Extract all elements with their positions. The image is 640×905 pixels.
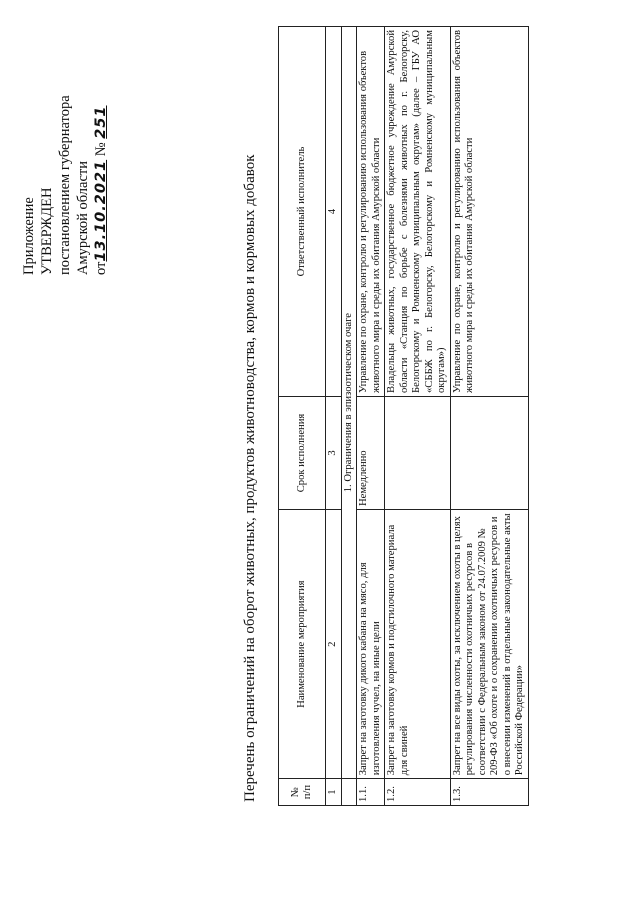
row-executor: Управление по охране, контролю и регулированию использования объектов животного мира и среды их обитания Амурской области xyxy=(357,27,385,397)
handwritten-number: 251 xyxy=(93,105,109,139)
column-number: 4 xyxy=(326,27,342,397)
date-number-line xyxy=(92,35,110,275)
table-row xyxy=(357,27,385,806)
row-num: 1.3. xyxy=(450,779,528,806)
column-number: 1 xyxy=(326,779,342,806)
from-prefix: от xyxy=(93,261,109,275)
row-num: 1.2. xyxy=(385,779,451,806)
row-executor: Владельцы животных, государственное бюджетное учреждение Амурской области «Станция по борьбе с болезнями животных по г. Белогорску, Белогорскому и Ромненскому муниципальным округам» (далее – ГБУ АО «СББЖ по г. Белогорску, Белогорскому и Ромненскому муниципальным округам») xyxy=(385,27,451,397)
number-sign: № xyxy=(93,142,109,157)
row-term xyxy=(450,396,528,509)
section-empty-cell xyxy=(341,779,357,806)
column-number: 3 xyxy=(326,396,342,509)
column-number-row xyxy=(326,27,342,806)
header-name: Наименование мероприятия xyxy=(279,510,326,779)
approval-stamp-block xyxy=(20,35,110,275)
row-term xyxy=(385,396,451,509)
table-row xyxy=(450,27,528,806)
table-row xyxy=(385,27,451,806)
header-executor: Ответственный исполнитель xyxy=(279,27,326,397)
row-term: Немедленно xyxy=(357,396,385,509)
section-row xyxy=(341,27,357,806)
row-name: Запрет на заготовку дикого кабана на мясо, для изготовления чучел, на иные цели xyxy=(357,510,385,779)
row-name: Запрет на все виды охоты, за исключением охоты в целях регулирования численности охотничьих ресурсов в соответствии с Федеральным законом от 24.07.2009 № 209-ФЗ «Об охоте и о сохранении охотничьих ресурсов и о внесении изменений в отдельные законодательные акты Российской Федерации» xyxy=(450,510,528,779)
region-label: Амурской области xyxy=(75,161,91,275)
section-title: 1. Ограничения в эпизоотическом очаге xyxy=(341,27,357,779)
handwritten-date: 13.10.2021 xyxy=(93,159,109,262)
column-number: 2 xyxy=(326,510,342,779)
appendix-label: Приложение xyxy=(21,197,37,275)
header-num: № п/п xyxy=(279,779,326,806)
row-executor: Управление по охране, контролю и регулированию использования объектов животного мира и среды их обитания Амурской области xyxy=(450,27,528,397)
row-num: 1.1. xyxy=(357,779,385,806)
decree-label: постановлением губернатора xyxy=(57,95,73,275)
header-term: Срок исполнения xyxy=(279,396,326,509)
approved-label: УТВЕРЖДЕН xyxy=(39,187,55,275)
document-title: Перечень ограничений на оборот животных, продуктов животноводства, кормов и кормовых добавок xyxy=(242,154,258,802)
measures-table xyxy=(278,26,529,806)
table-header-row xyxy=(279,27,326,806)
row-name: Запрет на заготовку кормов и подстилочного материала для свиней xyxy=(385,510,451,779)
landscape-page xyxy=(20,22,620,882)
